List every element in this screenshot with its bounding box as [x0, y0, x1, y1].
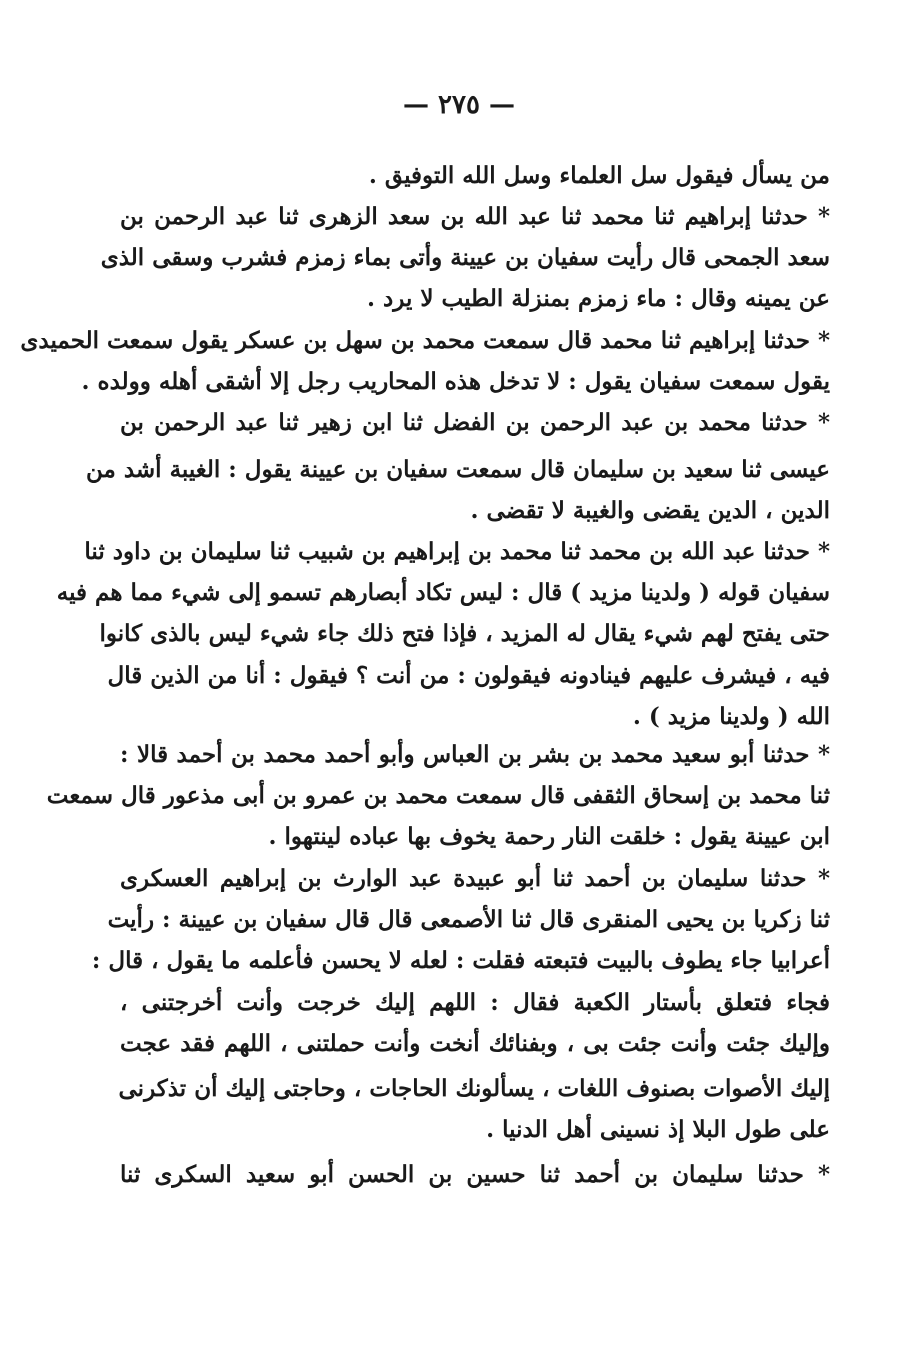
text-line-16: ثنا محمد بن إسحاق الثقفى قال سمعت محمد بن عمرو بن أبى مذعور قال سمعت — [46, 782, 830, 809]
text-line-10: * حدثنا عبد الله بن محمد ثنا محمد بن إبراهيم بن شبيب ثنا سليمان بن داود ثنا — [84, 538, 830, 565]
text-line-24: على طول البلا إذ نسينى أهل الدنيا . — [486, 1116, 830, 1143]
text-line-19: ثنا زكريا بن يحيى المنقرى قال ثنا الأصمعى قال قال سفيان بن عيينة : رأيت — [107, 906, 830, 933]
text-line-23: إليك الأصوات بصنوف اللغات ، يسألونك الحاجات ، وحاجتى إليك أن تذكرنى — [118, 1075, 830, 1102]
text-line-14: الله ( ولدينا مزيد ) . — [632, 703, 830, 730]
text-line-11: سفيان قوله ( ولدينا مزيد ) قال : ليس تكاد أبصارهم تسمو إلى شيء مما هم فيه — [56, 579, 830, 606]
text-line-2: * حدثنا إبراهيم ثنا محمد ثنا عبد الله بن سعد الزهرى ثنا عبد الرحمن بن — [120, 203, 830, 230]
text-line-17: ابن عيينة يقول : خلقت النار رحمة يخوف بها عباده لينتهوا . — [268, 823, 830, 850]
text-line-22: وإليك جئت وأنت جئت بى ، وبفنائك أنخت وأنت حملتنى ، اللهم فقد عجت — [120, 1030, 830, 1057]
text-line-9: الدين ، الدين يقضى والغيبة لا تقضى . — [470, 497, 830, 524]
text-line-12: حتى يفتح لهم شيء يقال له المزيد ، فإذا فتح ذلك جاء شيء ليس بالذى كانوا — [99, 620, 830, 647]
text-line-1: من يسأل فيقول سل العلماء وسل الله التوفيق . — [368, 162, 830, 189]
text-line-20: أعرابيا جاء يطوف بالبيت فتبعته فقلت : لعله لا يحسن فأعلمه ما يقول ، قال : — [91, 947, 830, 974]
text-line-8: عيسى ثنا سعيد بن سليمان قال سمعت سفيان بن عيينة يقول : الغيبة أشد من — [86, 456, 830, 483]
text-line-3: سعد الجمحى قال رأيت سفيان بن عيينة وأتى بماء زمزم فشرب وسقى الذى — [100, 244, 830, 271]
text-line-13: فيه ، فيشرف عليهم فينادونه فيقولون : من أنت ؟ فيقول : أنا من الذين قال — [107, 662, 830, 689]
page-number: — ٢٧٥ — — [402, 90, 516, 120]
text-line-25: * حدثنا سليمان بن أحمد ثنا حسين بن الحسن أبو سعيد السكرى ثنا — [120, 1161, 830, 1188]
text-line-4: عن يمينه وقال : ماء زمزم بمنزلة الطيب لا يرد . — [367, 285, 830, 312]
text-line-7: * حدثنا محمد بن عبد الرحمن بن الفضل ثنا ابن زهير ثنا عبد الرحمن بن — [120, 409, 830, 436]
text-line-5: * حدثنا إبراهيم ثنا محمد قال سمعت محمد بن سهل بن عسكر يقول سمعت الحميدى — [20, 327, 830, 354]
text-line-15: * حدثنا أبو سعيد محمد بن بشر بن العباس وأبو أحمد محمد بن أحمد قالا : — [120, 741, 830, 768]
text-line-18: * حدثنا سليمان بن أحمد ثنا أبو عبيدة عبد الوارث بن إبراهيم العسكرى — [120, 865, 830, 892]
text-line-6: يقول سمعت سفيان يقول : لا تدخل هذه المحاريب رجل إلا أشقى أهله وولده . — [81, 368, 830, 395]
text-line-21: فجاء فتعلق بأستار الكعبة فقال : اللهم إليك خرجت وأنت أخرجتنى ، — [120, 989, 830, 1016]
